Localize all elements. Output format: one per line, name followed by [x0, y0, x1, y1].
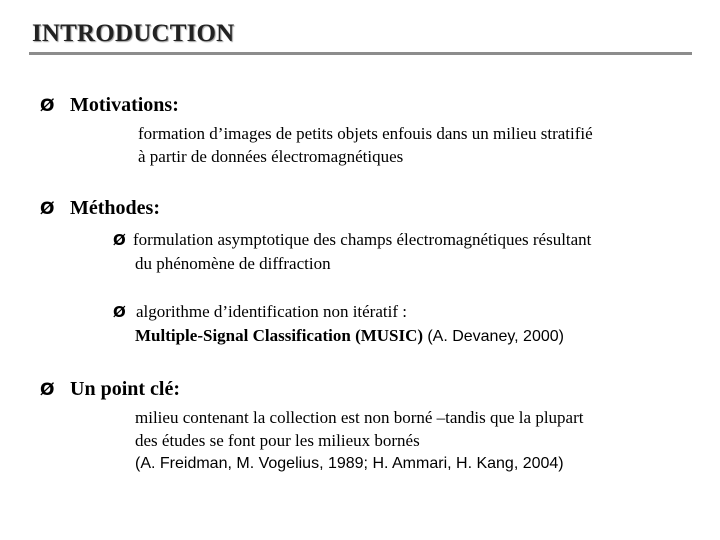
methodes-item-1: [113, 228, 591, 275]
methodes-item-1-line-2: du phénomène de diffraction: [135, 254, 331, 273]
bullet-motivations: [40, 94, 179, 117]
arrow-bullet-icon: Ø: [40, 96, 55, 116]
motivations-heading: Motivations:: [70, 94, 179, 116]
motivations-line-1: formation d’images de petits objets enfouis dans un milieu stratifié: [138, 124, 593, 143]
arrow-bullet-icon: Ø: [40, 380, 55, 400]
point-cle-text: [135, 406, 583, 475]
methodes-item-1-line-1: formulation asymptotique des champs électromagnétiques résultant: [133, 230, 592, 249]
point-cle-line-1: milieu contenant la collection est non borné –tandis que la plupart: [135, 408, 584, 427]
arrow-bullet-icon: Ø: [113, 231, 126, 249]
bullet-point-cle: [40, 378, 180, 401]
arrow-bullet-icon: Ø: [113, 303, 126, 321]
point-cle-citation: (A. Freidman, M. Vogelius, 1989; H. Ammari, H. Kang, 2004): [135, 455, 564, 472]
arrow-bullet-icon: Ø: [40, 199, 55, 219]
title-divider: [29, 52, 692, 55]
devaney-citation: (A. Devaney, 2000): [427, 328, 564, 345]
motivations-line-2: à partir de données électromagnétiques: [138, 147, 404, 166]
methodes-item-2-line-1: algorithme d’identification non itératif :: [136, 302, 407, 321]
point-cle-line-2: des études se font pour les milieux bornés: [135, 431, 420, 450]
slide-title: INTRODUCTION: [32, 20, 235, 47]
point-cle-heading: Un point clé:: [70, 378, 180, 400]
motivations-text: [138, 122, 593, 168]
methodes-item-2: [113, 300, 564, 348]
methodes-heading: Méthodes:: [70, 197, 160, 219]
music-method-name: Multiple-Signal Classification (MUSIC): [135, 326, 424, 345]
bullet-methodes: [40, 197, 160, 220]
